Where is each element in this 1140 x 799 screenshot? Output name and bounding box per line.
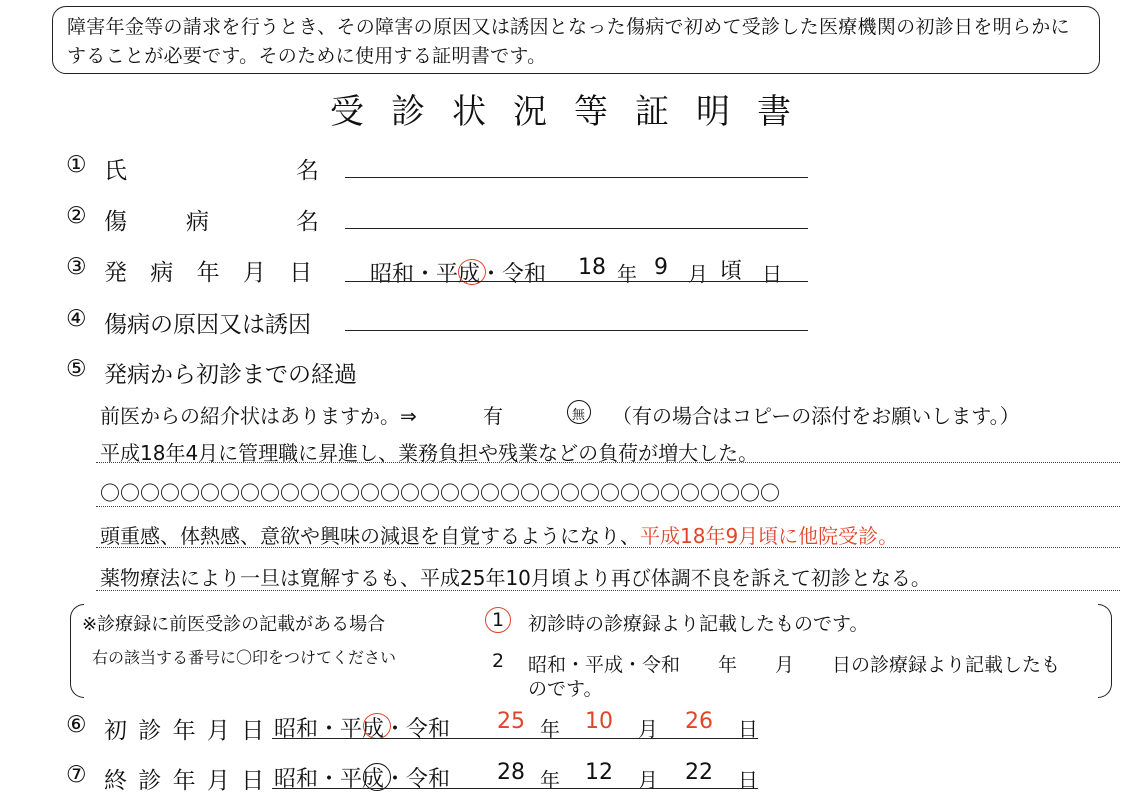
onset-day-unit: 日	[762, 262, 782, 286]
onset-month: 9	[654, 255, 668, 280]
progress-divider-1	[96, 462, 1120, 463]
prior-option-1-number[interactable]: 1	[492, 609, 505, 631]
progress-divider-2	[96, 506, 1120, 507]
referral-question: 前医からの紹介状はありますか。⇒	[100, 404, 417, 428]
disease-label-a: 傷	[104, 209, 127, 235]
first-visit-day: 26	[685, 709, 713, 734]
last-visit-day-unit: 日	[738, 768, 758, 792]
progress-line-3-text: 頭重感、体熱感、意欲や興味の減退を自覚するようになり、	[100, 524, 640, 548]
onset-field[interactable]	[345, 281, 808, 282]
last-visit-label: 終 診 年 月 日	[104, 768, 267, 794]
prior-record-bracket-right	[1098, 604, 1112, 698]
last-visit-era: 昭和・平成・令和	[274, 767, 451, 792]
cause-field[interactable]	[345, 330, 808, 331]
item-number-4: ④	[66, 306, 87, 332]
progress-label: 発病から初診までの経過	[104, 362, 357, 388]
last-visit-era-circle-mark	[363, 763, 391, 791]
onset-month-unit: 月	[688, 262, 708, 286]
referral-no-circle-mark	[567, 400, 591, 424]
progress-divider-3	[96, 547, 1120, 548]
first-visit-era-circle-mark	[363, 713, 391, 739]
name-field[interactable]	[345, 177, 808, 178]
progress-divider-4	[96, 590, 1120, 591]
item-number-6: ⑥	[66, 712, 87, 738]
prior-option-2-text: 昭和・平成・令和 年 月 日の診療録より記載したも	[528, 654, 1061, 676]
first-visit-month: 10	[585, 709, 613, 734]
prior-option-1-text: 初診時の診療録より記載したものです。	[528, 613, 869, 635]
disease-label-c: 名	[296, 209, 319, 235]
first-visit-year-unit: 年	[540, 717, 560, 741]
first-visit-month-unit: 月	[638, 717, 658, 741]
name-label-a: 氏	[104, 158, 127, 184]
referral-yes[interactable]: 有	[483, 404, 503, 428]
onset-era: 昭和・平成・令和	[370, 262, 547, 287]
onset-year: 18	[578, 255, 606, 280]
onset-day: 頃	[720, 259, 743, 284]
prior-option-2-text-cont: のです。	[528, 678, 603, 700]
prior-option-1-circle-mark	[485, 607, 511, 633]
item-number-2: ②	[66, 203, 87, 229]
first-visit-era: 昭和・平成・令和	[274, 717, 451, 742]
progress-line-4: 薬物療法により一旦は寛解するも、平成25年10月頃より再び体調不良を訴えて初診となる。	[100, 566, 931, 590]
referral-no[interactable]: 無	[572, 408, 586, 423]
last-visit-field[interactable]	[272, 788, 758, 789]
prior-option-2-number[interactable]: 2	[492, 650, 505, 672]
last-visit-year-unit: 年	[540, 768, 560, 792]
name-label-b: 名	[296, 158, 319, 184]
last-visit-month: 12	[585, 760, 613, 785]
last-visit-year: 28	[497, 760, 525, 785]
item-number-5: ⑤	[66, 356, 87, 382]
referral-note: （有の場合はコピーの添付をお願いします。）	[612, 404, 1020, 428]
disease-field[interactable]	[345, 228, 808, 229]
page-title: 受診状況等証明書	[330, 92, 818, 132]
first-visit-day-unit: 日	[738, 717, 758, 741]
prior-record-sub: 右の該当する番号に〇印をつけてください	[92, 648, 397, 667]
item-number-3: ③	[66, 254, 87, 280]
prior-record-heading: ※診療録に前医受診の記載がある場合	[82, 614, 386, 635]
item-number-7: ⑦	[66, 762, 87, 788]
last-visit-month-unit: 月	[638, 768, 658, 792]
progress-line-1: 平成18年4月に管理職に昇進し、業務負担や残業などの負荷が増大した。	[100, 441, 759, 465]
first-visit-label: 初 診 年 月 日	[104, 718, 267, 744]
item-number-1: ①	[66, 152, 87, 178]
progress-line-3	[100, 520, 898, 549]
last-visit-day: 22	[685, 760, 713, 785]
onset-year-unit: 年	[617, 262, 637, 286]
progress-line-3-highlight: 平成18年9月頃に他院受診。	[640, 524, 899, 548]
disease-label-b: 病	[186, 209, 209, 235]
cause-label: 傷病の原因又は誘因	[104, 312, 311, 338]
first-visit-field[interactable]	[272, 738, 758, 739]
onset-label: 発 病 年 月 日	[104, 260, 321, 286]
progress-line-2: 〇〇〇〇〇〇〇〇〇〇〇〇〇〇〇〇〇〇〇〇〇〇〇〇〇〇〇〇〇〇〇〇〇〇	[100, 481, 780, 505]
first-visit-year: 25	[497, 709, 525, 734]
notice-box: 障害年金等の請求を行うとき、その障害の原因又は誘因となった傷病で初めて受診した医療機関の初診日を明らかにすることが必要です。そのために使用する証明書です。	[52, 6, 1100, 74]
